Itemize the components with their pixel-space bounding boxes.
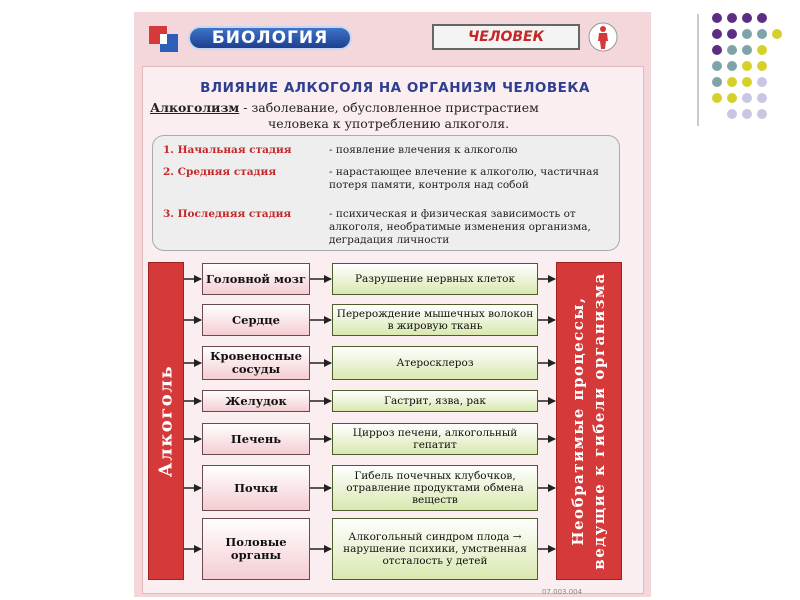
alcohol-label: Алкоголь [155, 364, 177, 478]
stage-name: 2. Средняя стадия [163, 166, 277, 178]
subject-badge: БИОЛОГИЯ [188, 26, 352, 50]
effect-box: Гибель почечных клубочков, отравление продуктами обмена веществ [332, 465, 538, 511]
organ-box: Печень [202, 423, 310, 455]
poster-code: 07.003.004 [542, 588, 583, 596]
organ-box: Желудок [202, 390, 310, 412]
section-label: ЧЕЛОВЕК [432, 24, 580, 50]
effect-box: Перерождение мышечных волокон в жировую ткань [332, 304, 538, 336]
stage-name: 3. Последняя стадия [163, 208, 292, 220]
organ-box: Сердце [202, 304, 310, 336]
stage-description: - психическая и физическая зависимость от алкоголя, необратимые изменения организма, деградация личности [329, 208, 591, 246]
definition-text-2: человека к употреблению алкоголя. [268, 116, 510, 131]
organ-box: Кровеносные сосуды [202, 346, 310, 380]
effect-box: Гастрит, язва, рак [332, 390, 538, 412]
effect-box: Алкогольный синдром плода → нарушение психики, умственная отсталость у детей [332, 518, 538, 580]
irreversible-line-2: ведущие к гибели организма [590, 272, 608, 570]
effect-box: Атеросклероз [332, 346, 538, 380]
effect-box: Цирроз печени, алкогольный гепатит [332, 423, 538, 455]
poster-title: ВЛИЯНИЕ АЛКОГОЛЯ НА ОРГАНИЗМ ЧЕЛОВЕКА [200, 80, 590, 96]
organ-box: Половые органы [202, 518, 310, 580]
stage-description: - появление влечения к алкоголю [329, 144, 518, 156]
organ-box: Почки [202, 465, 310, 511]
irreversible-line-1: Необратимые процессы, [569, 296, 587, 546]
organ-box: Головной мозг [202, 263, 310, 295]
stage-name: 1. Начальная стадия [163, 144, 292, 156]
definition-term: Алкоголизм [150, 100, 240, 115]
effect-box: Разрушение нервных клеток [332, 263, 538, 295]
definition-text-1: - заболевание, обусловленное пристрастием [239, 100, 539, 115]
stage-description: - нарастающее влечение к алкоголю, частичная потеря памяти, контроля над собой [329, 166, 599, 191]
